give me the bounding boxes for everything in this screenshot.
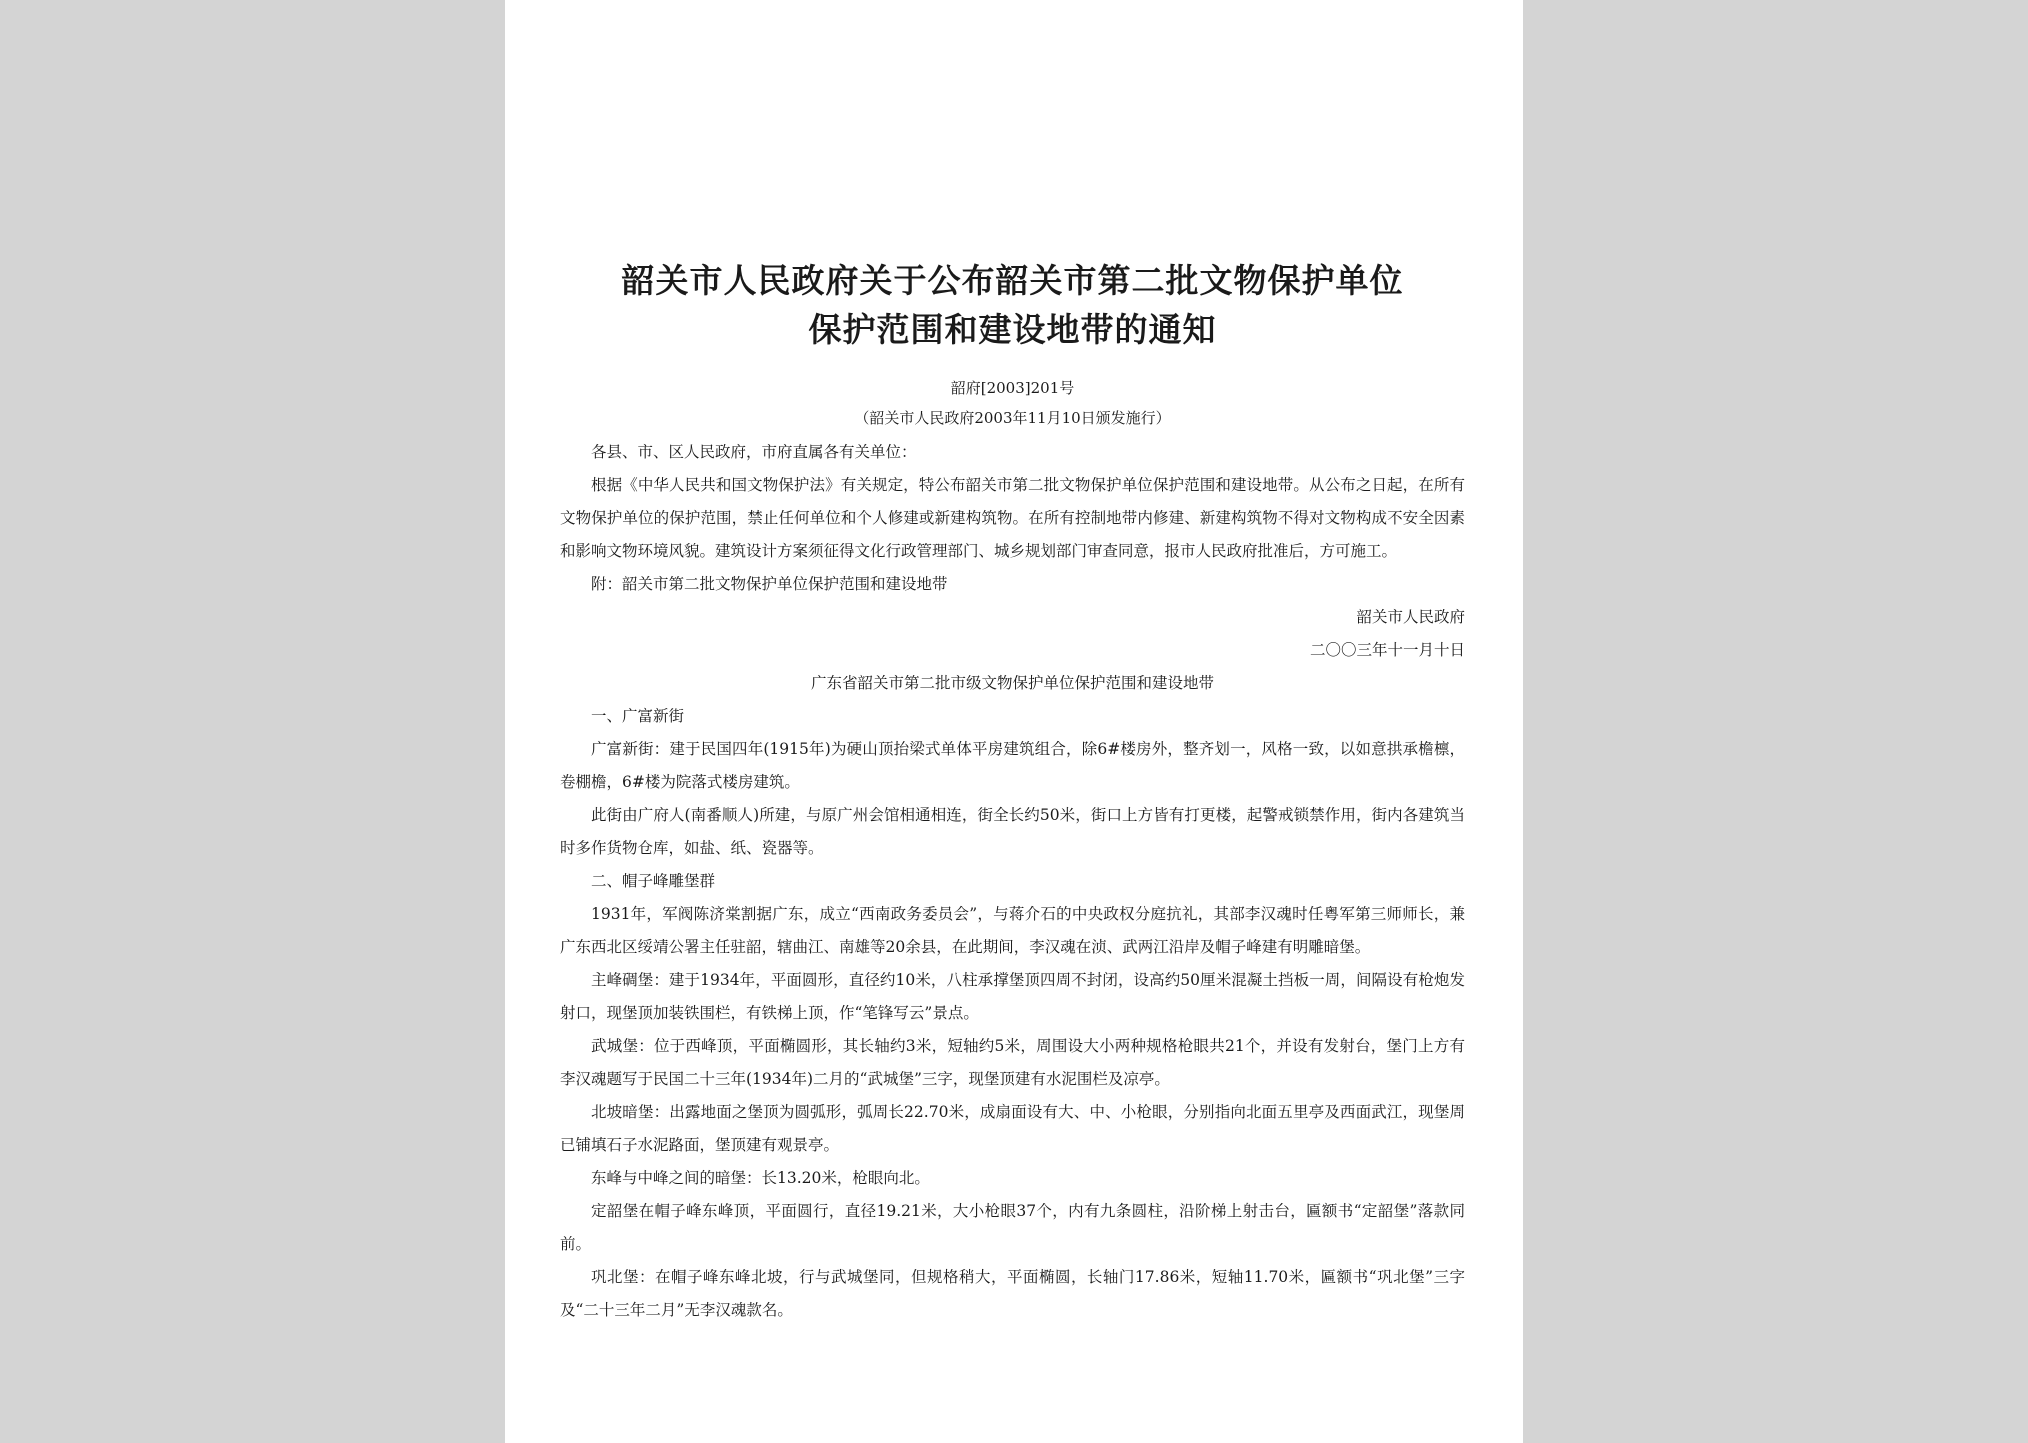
attachment-note: 附：韶关市第二批文物保护单位保护范围和建设地带 — [591, 575, 948, 593]
paragraph: 广富新街：建于民国四年(1915年)为硬山顶抬梁式单体平房建筑组合，除6#楼房外，整齐划一，风格一致，以如意拱承檐檩，卷棚檐，6#楼为院落式楼房建筑。 — [560, 740, 1465, 791]
signature-org: 韶关市人民政府 — [1356, 608, 1465, 626]
signature-date: 二〇〇三年十一月十日 — [1309, 641, 1465, 659]
paragraph: 1931年，军阀陈济棠割据广东，成立“西南政务委员会”，与蒋介石的中央政权分庭抗礼，其部李汉魂时任粤军第三师师长，兼广东西北区绥靖公署主任驻韶，辖曲江、南雄等20余县，在此期间，李汉魂在浈、武两江沿岸及帽子峰建有明雕暗堡。 — [560, 905, 1465, 956]
document-number: 韶府[2003]201号 — [950, 379, 1075, 397]
section-heading: 二、帽子峰雕堡群 — [591, 872, 716, 890]
appendix-title: 广东省韶关市第二批市级文物保护单位保护范围和建设地带 — [810, 674, 1214, 692]
paragraph: 主峰碉堡：建于1934年，平面圆形，直径约10米，八柱承撑堡顶四周不封闭，设高约50厘米混凝土挡板一周，间隔设有枪炮发射口，现堡顶加装铁围栏，有铁梯上顶，作“笔锋写云”景点。 — [560, 971, 1465, 1022]
paragraph: 东峰与中峰之间的暗堡：长13.20米，枪眼向北。 — [591, 1169, 930, 1187]
document-body — [560, 436, 1465, 1327]
section-heading: 一、广富新街 — [591, 707, 685, 725]
paragraph: 根据《中华人民共和国文物保护法》有关规定，特公布韶关市第二批文物保护单位保护范围和建设地带。从公布之日起，在所有文物保护单位的保护范围，禁止任何单位和个人修建或新建构筑物。在所有控制地带内修建、新建构筑物不得对文物构成不安全因素和影响文物环境风貌。建筑设计方案须征得文化行政管理部门、城乡规划部门审查同意，报市人民政府批准后，方可施工。 — [560, 476, 1465, 560]
document-page — [505, 0, 1523, 1443]
title-line-2: 保护范围和建设地带的通知 — [808, 310, 1217, 349]
document-title — [560, 256, 1465, 354]
paragraph: 武城堡：位于西峰顶，平面椭圆形，其长轴约3米，短轴约5米，周围设大小两种规格枪眼共21个，并设有发射台，堡门上方有李汉魂题写于民国二十三年(1934年)二月的“武城堡”三字，现堡顶建有水泥围栏及凉亭。 — [560, 1037, 1465, 1088]
issue-note: （韶关市人民政府2003年11月10日颁发施行） — [854, 409, 1171, 427]
paragraph: 定韶堡在帽子峰东峰顶，平面圆行，直径19.21米，大小枪眼37个，内有九条圆柱，沿阶梯上射击台，匾额书“定韶堡”落款同前。 — [560, 1202, 1465, 1253]
paragraph: 巩北堡：在帽子峰东峰北坡，行与武城堡同，但规格稍大，平面椭圆，长轴门17.86米，短轴11.70米，匾额书“巩北堡”三字及“二十三年二月”无李汉魂款名。 — [560, 1268, 1465, 1319]
title-line-1: 韶关市人民政府关于公布韶关市第二批文物保护单位 — [621, 261, 1404, 300]
paragraph: 此街由广府人(南番顺人)所建，与原广州会馆相通相连，街全长约50米，街口上方皆有打更楼，起警戒锁禁作用，街内各建筑当时多作货物仓库，如盐、纸、瓷器等。 — [560, 806, 1465, 857]
paragraph: 北坡暗堡：出露地面之堡顶为圆弧形，弧周长22.70米，成扇面设有大、中、小枪眼，分别指向北面五里亭及西面武江，现堡周已铺填石子水泥路面，堡顶建有观景亭。 — [560, 1103, 1465, 1154]
addressee: 各县、市、区人民政府，市府直属各有关单位： — [591, 443, 917, 461]
